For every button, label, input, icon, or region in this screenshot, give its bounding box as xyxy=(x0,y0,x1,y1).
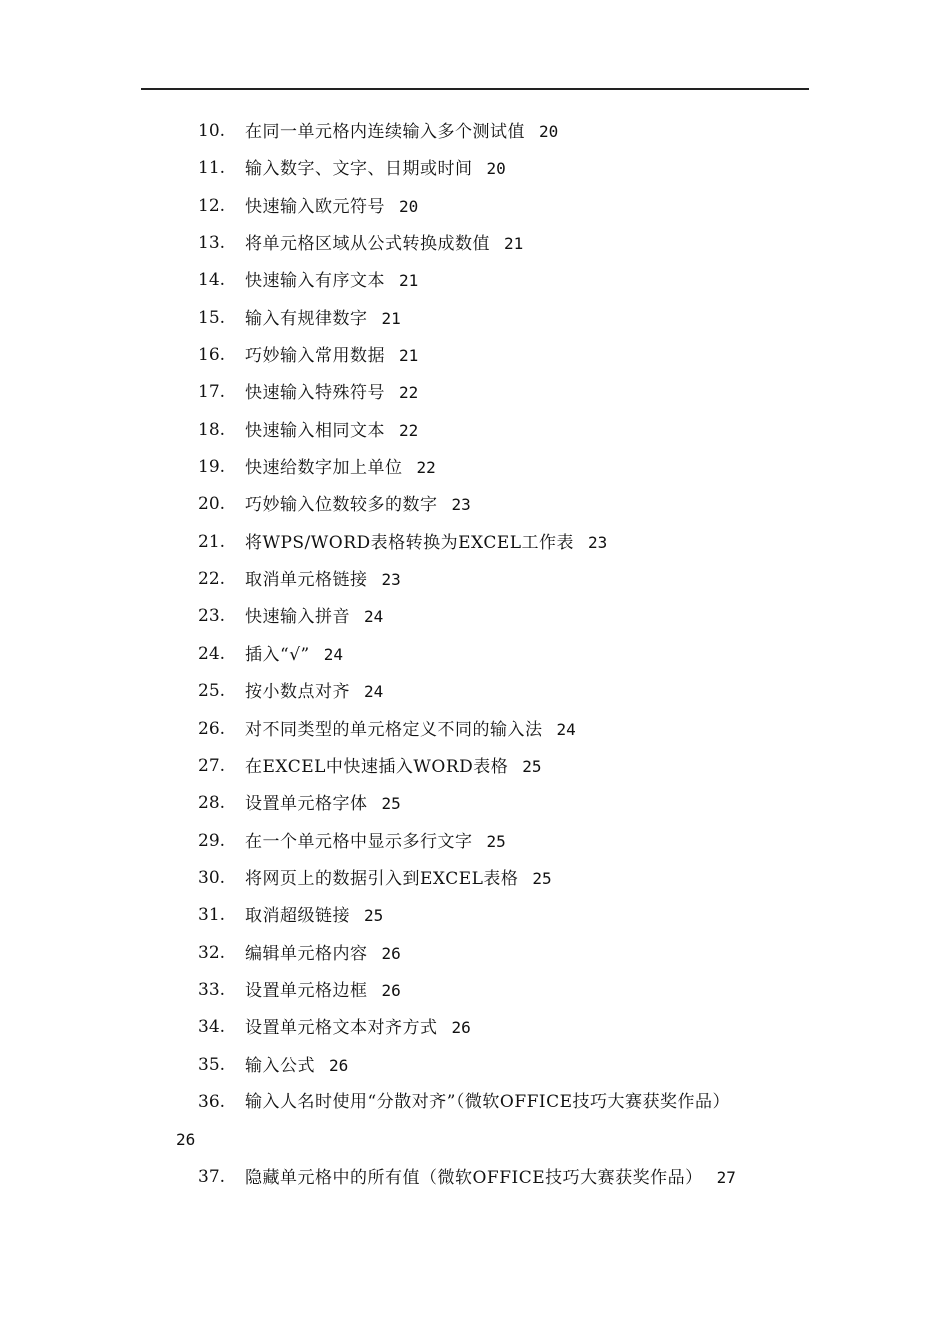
toc-entry[interactable] xyxy=(0,823,950,860)
toc-entry-page: 22 xyxy=(399,420,419,440)
toc-entry-page: 26 xyxy=(451,1018,471,1038)
toc-entry-page: 20 xyxy=(486,159,506,179)
toc-entry[interactable] xyxy=(0,897,950,934)
toc-entry-title: 取消单元格链接 xyxy=(245,570,368,591)
toc-entry-page: 24 xyxy=(323,644,343,664)
toc-entry-title: 快速输入拼音 xyxy=(245,607,350,628)
toc-entry[interactable] xyxy=(0,262,950,299)
header-rule xyxy=(141,88,809,90)
toc-entry-number: 18. xyxy=(198,419,226,440)
toc-entry-number: 17. xyxy=(198,382,226,403)
toc-entry-number: 27. xyxy=(198,755,226,776)
toc-entry-number: 13. xyxy=(198,233,226,254)
toc-entry-number: 24. xyxy=(198,643,226,664)
toc-entry[interactable] xyxy=(0,748,950,785)
toc-entry-number: 12. xyxy=(198,195,226,216)
toc-entry-title: 输入数字、文字、日期或时间 xyxy=(245,159,473,180)
toc-entry-number: 29. xyxy=(198,830,226,851)
toc-entry[interactable] xyxy=(0,449,950,486)
toc-entry-number: 30. xyxy=(198,867,226,888)
toc-entry[interactable] xyxy=(0,711,950,748)
toc-entry[interactable] xyxy=(0,598,950,635)
toc-entry[interactable] xyxy=(0,486,950,523)
toc-entry-title: 插入“√” xyxy=(245,644,310,665)
toc-entry-page: 21 xyxy=(399,346,419,366)
toc-entry-number: 36. xyxy=(198,1091,226,1112)
toc-entry-title: 在同一单元格内连续输入多个测试值 xyxy=(245,122,525,142)
toc-entry[interactable] xyxy=(0,188,950,225)
toc-entry-page: 26 xyxy=(381,980,401,1000)
toc-entry[interactable] xyxy=(0,225,950,262)
toc-entry-page: 21 xyxy=(504,234,524,254)
toc-entry-page: 25 xyxy=(364,906,384,926)
toc-entry[interactable] xyxy=(0,1084,950,1159)
toc-entry-page: 24 xyxy=(364,607,384,627)
toc-entry-page: 24 xyxy=(364,682,384,702)
toc-entry-page: 21 xyxy=(399,271,419,291)
toc-entry[interactable] xyxy=(0,337,950,374)
toc-entry[interactable] xyxy=(0,785,950,822)
toc-entry-title: 巧妙输入位数较多的数字 xyxy=(245,495,438,516)
toc-entry[interactable] xyxy=(0,860,950,897)
toc-entry-number: 23. xyxy=(198,606,226,627)
toc-entry[interactable] xyxy=(0,636,950,673)
toc-entry-number: 25. xyxy=(198,681,226,702)
toc-entry-number: 33. xyxy=(198,979,226,1000)
toc-entry-title: 设置单元格字体 xyxy=(245,794,368,815)
toc-entry-page: 25 xyxy=(486,831,506,851)
toc-entry-number: 14. xyxy=(198,270,226,291)
toc-entry-number: 15. xyxy=(198,307,226,328)
toc-entry-number: 21. xyxy=(198,531,226,552)
toc-entry-number: 32. xyxy=(198,942,226,963)
toc-entry-page: 23 xyxy=(588,532,608,552)
toc-entry-title: 在EXCEL中快速插入WORD表格 xyxy=(245,756,509,777)
toc-entry-title: 隐藏单元格中的所有值（微软OFFICE技巧大赛获奖作品） xyxy=(245,1167,703,1188)
toc-entry-title: 快速输入相同文本 xyxy=(245,420,385,441)
toc-entry-page: 20 xyxy=(399,196,419,216)
toc-entry-number: 37. xyxy=(198,1166,226,1187)
toc-entry-page: 23 xyxy=(451,495,471,515)
toc-entry-number: 34. xyxy=(198,1017,226,1038)
toc-entry-page: 27 xyxy=(716,1167,736,1187)
toc-entry-title: 在一个单元格中显示多行文字 xyxy=(245,831,473,852)
toc-entry[interactable] xyxy=(0,412,950,449)
toc-entry[interactable] xyxy=(0,300,950,337)
toc-entry[interactable] xyxy=(0,150,950,187)
toc-entry-page: 25 xyxy=(522,756,542,776)
toc-entry-title: 快速输入有序文本 xyxy=(245,271,385,292)
toc-entry-page: 25 xyxy=(532,868,552,888)
toc-entry-title: 输入公式 xyxy=(245,1055,315,1076)
toc-entry-page: 23 xyxy=(381,570,401,590)
toc-entry-title: 按小数点对齐 xyxy=(245,682,350,703)
toc-entry-title: 设置单元格文本对齐方式 xyxy=(245,1018,438,1039)
toc-entry-number: 31. xyxy=(198,905,226,926)
toc-entry-number: 11. xyxy=(198,158,226,179)
toc-entry-title: 输入有规律数字 xyxy=(245,308,368,329)
toc-entry-number: 10. xyxy=(198,121,226,141)
table-of-contents xyxy=(0,113,950,1196)
toc-entry-number: 19. xyxy=(198,457,226,478)
toc-entry-page: 22 xyxy=(416,458,436,478)
toc-entry[interactable] xyxy=(0,1159,950,1196)
toc-entry-title: 将网页上的数据引入到EXCEL表格 xyxy=(245,868,519,889)
toc-entry[interactable] xyxy=(0,561,950,598)
toc-entry-number: 22. xyxy=(198,569,226,590)
toc-entry-number: 35. xyxy=(198,1054,226,1075)
toc-entry-page: 26 xyxy=(329,1055,349,1075)
toc-entry-number: 20. xyxy=(198,494,226,515)
toc-entry-title: 将单元格区域从公式转换成数值 xyxy=(245,234,490,255)
toc-entry-title: 快速输入特殊符号 xyxy=(245,383,385,404)
toc-entry-title: 对不同类型的单元格定义不同的输入法 xyxy=(245,719,543,740)
toc-entry-page: 25 xyxy=(381,794,401,814)
toc-entry-number: 26. xyxy=(198,718,226,739)
toc-entry[interactable] xyxy=(0,935,950,972)
toc-entry[interactable] xyxy=(0,972,950,1009)
toc-entry-page: 20 xyxy=(539,122,559,141)
toc-entry[interactable] xyxy=(0,1009,950,1046)
toc-entry-title: 快速给数字加上单位 xyxy=(245,458,403,479)
toc-entry-page: 26 xyxy=(176,1130,196,1150)
toc-entry[interactable] xyxy=(0,524,950,561)
toc-entry-page: 26 xyxy=(381,943,401,963)
toc-entry[interactable] xyxy=(0,374,950,411)
toc-entry-title: 输入人名时使用“分散对齐”（微软OFFICE技巧大赛获奖作品） xyxy=(245,1091,731,1112)
toc-entry-number: 16. xyxy=(198,345,226,366)
toc-entry-page: 24 xyxy=(556,719,576,739)
toc-entry[interactable] xyxy=(0,673,950,710)
toc-entry-title: 取消超级链接 xyxy=(245,906,350,927)
toc-entry-title: 编辑单元格内容 xyxy=(245,943,368,964)
toc-entry-title: 设置单元格边框 xyxy=(245,980,368,1001)
toc-entry-title: 将WPS/WORD表格转换为EXCEL工作表 xyxy=(245,532,575,553)
toc-entry-title: 巧妙输入常用数据 xyxy=(245,346,385,367)
toc-entry-number: 28. xyxy=(198,793,226,814)
toc-entry[interactable] xyxy=(0,113,950,150)
toc-entry-page: 22 xyxy=(399,383,419,403)
toc-entry-page: 21 xyxy=(381,308,401,328)
toc-entry-title: 快速输入欧元符号 xyxy=(245,196,385,217)
toc-entry[interactable] xyxy=(0,1047,950,1084)
